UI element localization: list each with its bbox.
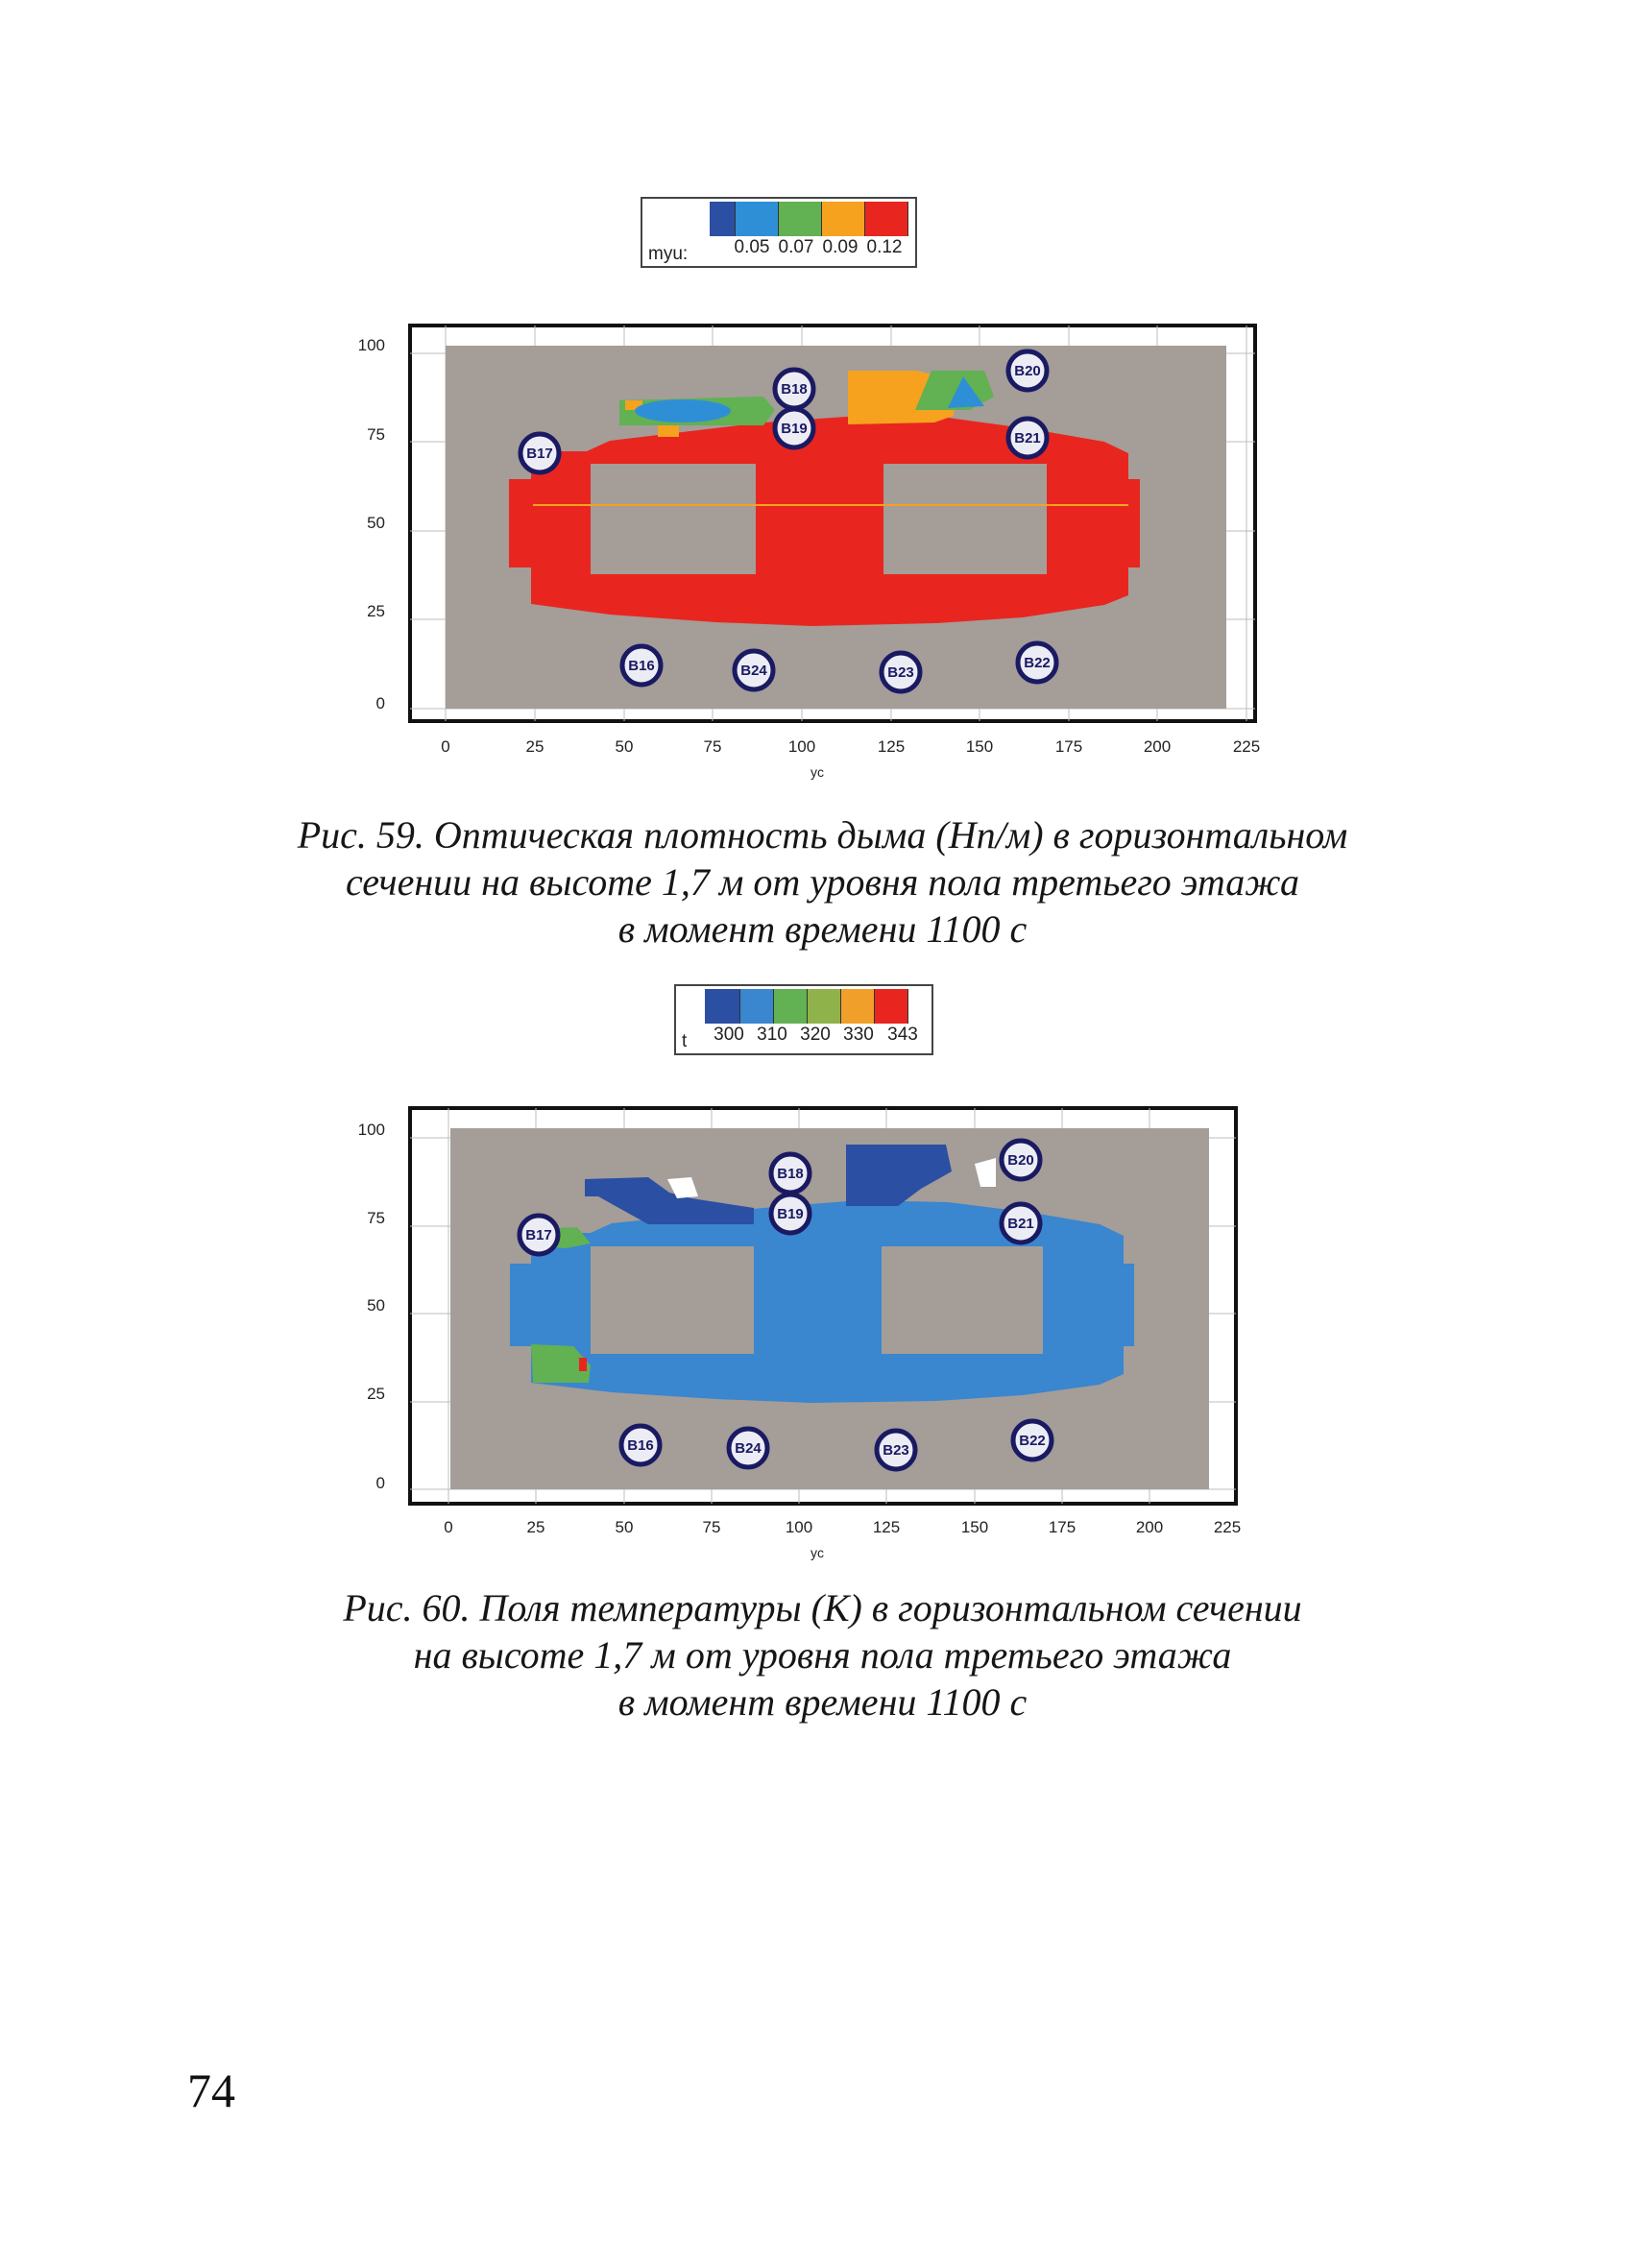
caption-line: Рис. 60. Поля температуры (К) в горизонтальном сечении xyxy=(343,1586,1302,1629)
colorbar-variable-label: myu: xyxy=(648,244,689,264)
y-tick-label: 50 xyxy=(367,1296,385,1315)
colorbar-tick: 0.09 xyxy=(822,237,859,257)
marker-label: B22 xyxy=(1024,655,1051,671)
y-tick-label: 0 xyxy=(375,694,385,712)
colorbar-swatch xyxy=(710,202,736,236)
temperature-field-plot xyxy=(357,1104,1263,1575)
marker-label: B21 xyxy=(1014,430,1041,446)
x-tick-label: 150 xyxy=(965,737,994,756)
colorbar-tick: 320 xyxy=(800,1025,831,1045)
colorbar-swatch xyxy=(779,202,822,236)
y-tick-label: 25 xyxy=(367,1385,385,1403)
y-tick-label: 75 xyxy=(367,1209,385,1227)
marker-label: B19 xyxy=(777,1206,804,1222)
x-tick-label: 225 xyxy=(1232,737,1261,756)
figure-caption xyxy=(0,1584,1645,1725)
marker-label: B23 xyxy=(883,1442,909,1459)
x-axis-label: yc xyxy=(810,1545,824,1560)
y-tick-label: 25 xyxy=(367,602,385,620)
marker-label: B22 xyxy=(1019,1433,1046,1449)
marker-label: B16 xyxy=(628,658,655,674)
x-tick-label: 0 xyxy=(444,1518,453,1536)
colorbar-swatch xyxy=(736,202,779,236)
x-tick-label: 100 xyxy=(787,737,816,756)
colorbar-tick: 330 xyxy=(843,1025,874,1045)
caption-line: Рис. 59. Оптическая плотность дыма (Нп/м) в горизонтальном xyxy=(297,813,1348,857)
y-tick-label: 75 xyxy=(367,425,385,444)
x-tick-label: 25 xyxy=(526,1518,545,1536)
x-tick-label: 75 xyxy=(703,737,722,756)
x-tick-label: 150 xyxy=(960,1518,989,1536)
x-tick-label: 25 xyxy=(525,737,544,756)
x-tick-label: 125 xyxy=(872,1518,901,1536)
x-tick-label: 50 xyxy=(615,737,634,756)
caption-line: в момент времени 1100 с xyxy=(617,1680,1028,1724)
colorbar-tick: 0.07 xyxy=(778,237,814,257)
x-tick-label: 175 xyxy=(1048,1518,1077,1536)
colorbar-swatch xyxy=(875,989,908,1024)
colorbar-legend xyxy=(674,984,933,1055)
marker-label: B17 xyxy=(526,446,553,462)
x-axis-label: yc xyxy=(810,764,824,780)
marker-label: B16 xyxy=(627,1437,654,1454)
marker-label: B20 xyxy=(1007,1152,1034,1169)
caption-line: на высоте 1,7 м от уровня пола третьего этажа xyxy=(413,1633,1232,1677)
colorbar-swatch xyxy=(808,989,841,1024)
x-tick-label: 100 xyxy=(785,1518,813,1536)
colorbar-swatch xyxy=(865,202,908,236)
marker-label: B18 xyxy=(777,1166,804,1182)
caption-line: сечении на высоте 1,7 м от уровня пола третьего этажа xyxy=(346,860,1299,904)
marker-label: B20 xyxy=(1014,363,1041,379)
marker-label: B24 xyxy=(735,1440,762,1457)
temperature-field-plot-svg xyxy=(357,1104,1263,1575)
x-tick-label: 225 xyxy=(1213,1518,1242,1536)
colorbar-swatch xyxy=(822,202,865,236)
y-tick-label: 100 xyxy=(357,336,385,354)
smoke-density-plot-svg xyxy=(357,322,1263,792)
x-tick-label: 0 xyxy=(441,737,450,756)
marker-label: B23 xyxy=(887,664,914,681)
x-tick-label: 200 xyxy=(1135,1518,1164,1536)
colorbar-legend xyxy=(641,197,917,268)
colorbar-ticks xyxy=(642,237,915,262)
marker-label: B19 xyxy=(781,421,808,437)
y-tick-label: 0 xyxy=(375,1474,385,1492)
marker-label: B21 xyxy=(1007,1216,1034,1232)
smoke-density-plot xyxy=(357,322,1263,792)
colorbar-tick: 310 xyxy=(757,1025,787,1045)
x-tick-label: 50 xyxy=(615,1518,634,1536)
x-tick-label: 200 xyxy=(1143,737,1172,756)
colorbar-tick: 0.05 xyxy=(734,237,770,257)
y-tick-label: 100 xyxy=(357,1121,385,1139)
y-tick-label: 50 xyxy=(367,514,385,532)
x-tick-label: 75 xyxy=(702,1518,721,1536)
colorbar-tick: 343 xyxy=(887,1025,918,1045)
colorbar-swatches xyxy=(705,989,908,1024)
colorbar-swatch xyxy=(740,989,774,1024)
colorbar-swatch xyxy=(774,989,808,1024)
colorbar-ticks xyxy=(676,1025,931,1050)
marker-label: B17 xyxy=(525,1227,552,1243)
page-number: 74 xyxy=(187,2063,235,2117)
marker-label: B24 xyxy=(740,663,767,679)
figure-caption xyxy=(0,811,1645,953)
colorbar-swatches xyxy=(710,202,908,236)
x-tick-label: 175 xyxy=(1054,737,1083,756)
marker-label: B18 xyxy=(781,381,808,398)
colorbar-tick: 300 xyxy=(714,1025,744,1045)
colorbar-swatch xyxy=(841,989,875,1024)
colorbar-tick: 0.12 xyxy=(866,237,903,257)
x-tick-label: 125 xyxy=(877,737,906,756)
colorbar-variable-label: t xyxy=(682,1031,688,1051)
caption-line: в момент времени 1100 с xyxy=(617,907,1028,951)
colorbar-swatch xyxy=(705,989,740,1024)
